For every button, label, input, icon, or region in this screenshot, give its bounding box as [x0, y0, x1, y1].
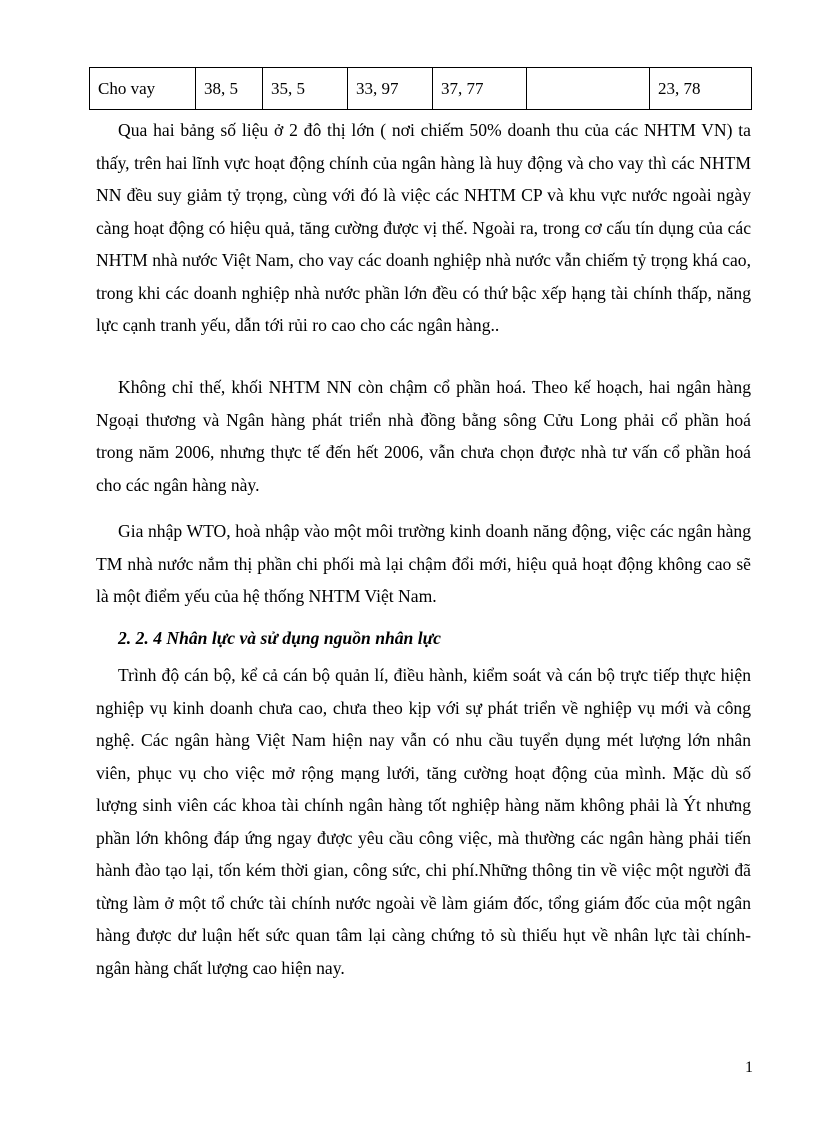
paragraph: Gia nhập WTO, hoà nhập vào một môi trường kinh doanh năng động, việc các ngân hàng TM nhà nước nắm thị phần chi phối mà lại chậm đổi mới, hiệu quả hoạt động không cao sẽ là một điểm yếu của hệ thống NHTM Việt Nam. — [96, 521, 751, 606]
section-heading: 2. 2. 4 Nhân lực và sử dụng nguồn nhân lực — [118, 628, 441, 648]
table-cell: 38, 5 — [196, 68, 263, 110]
page-number: 1 — [745, 1059, 753, 1076]
paragraph: Không chỉ thế, khối NHTM NN còn chậm cổ phần hoá. Theo kế hoạch, hai ngân hàng Ngoại thương và Ngân hàng phát triển nhà đồng bằng sông Cửu Long phải cổ phần hoá trong năm 2006, nhưng thực tế đến hết 2006, vẫn chưa chọn được nhà tư vấn cổ phần hoá cho các ngân hàng này. — [96, 377, 751, 495]
paragraph: Qua hai bảng số liệu ở 2 đô thị lớn ( nơi chiếm 50% doanh thu của các NHTM VN) ta thấy, trên hai lĩnh vực hoạt động chính của ngân hàng là huy động và cho vay thì các NHTM NN đều suy giảm tỷ trọng, cùng với đó là việc các NHTM CP và khu vực nước ngoài ngày càng hoạt động có hiệu quả, tăng cường được vị thế. Ngoài ra, trong cơ cấu tín dụng của các NHTM nhà nước Việt Nam, cho vay các doanh nghiệp nhà nước vẫn chiếm tỷ trọng khá cao, trong khi các doanh nghiệp nhà nước phần lớn đều có thứ bậc xếp hạng tài chính thấp, năng lực cạnh tranh yếu, dẫn tới rủi ro cao cho các ngân hàng.. — [96, 120, 751, 335]
table-cell: 35, 5 — [263, 68, 348, 110]
table-cell: Cho vay — [90, 68, 196, 110]
table-cell: 23, 78 — [650, 68, 752, 110]
table-cell: 33, 97 — [348, 68, 433, 110]
table-cell — [527, 68, 650, 110]
paragraph: Trình độ cán bộ, kể cả cán bộ quản lí, điều hành, kiểm soát và cán bộ trực tiếp thực hiện nghiệp vụ kinh doanh chưa cao, chưa theo kịp với sự phát triển về nghiệp vụ mới và công nghệ. Các ngân hàng Việt Nam hiện nay vẫn có nhu cầu tuyển dụng mét lượng lớn nhân viên, phục vụ cho việc mở rộng mạng lưới, tăng cường hoạt động của mình. Mặc dù số lượng sinh viên các khoa tài chính ngân hàng tốt nghiệp hàng năm không phải là Ýt nhưng phần lớn không đáp ứng ngay được yêu cầu công việc, mà thường các ngân hàng phải tiến hành đào tạo lại, tốn kém thời gian, công sức, chi phí.Những thông tin về việc một người đã từng làm ở một tổ chức tài chính nước ngoài về làm giám đốc, tổng giám đốc của một ngân hàng được dư luận hết sức quan tâm lại càng chứng tỏ sù thiếu hụt về nhân lực tài chính- ngân hàng chất lượng cao hiện nay. — [96, 665, 751, 978]
table-cell: 37, 77 — [433, 68, 527, 110]
table-row — [90, 68, 752, 110]
data-table — [89, 67, 752, 110]
